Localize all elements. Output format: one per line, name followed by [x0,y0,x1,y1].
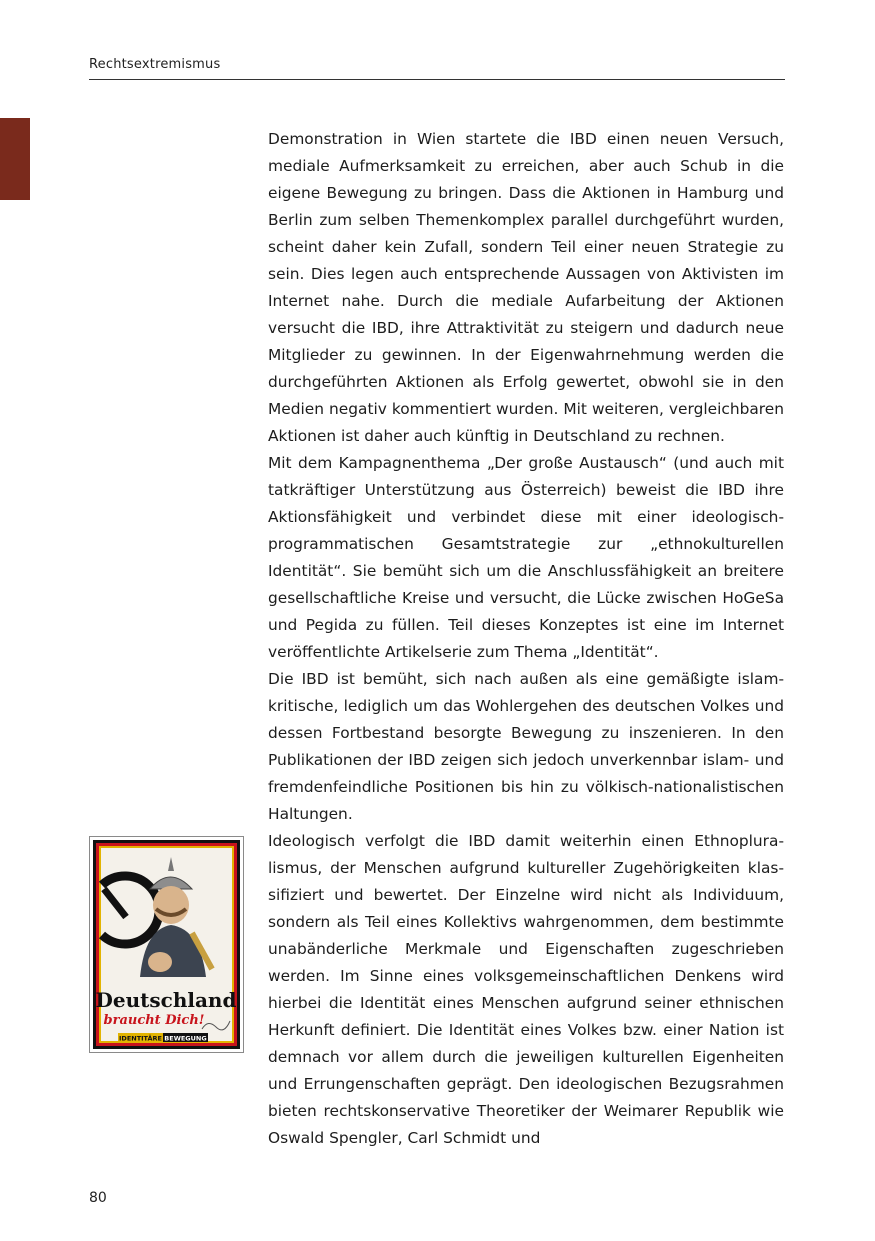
pointing-hand-icon [148,952,172,972]
face-icon [153,886,189,924]
running-header: Rechtsextremismus [89,57,221,72]
header-rule [89,79,785,80]
poster-headline: Deutschland [95,988,237,1012]
poster-footer-right: BEWEGUNG [164,1034,207,1043]
poster-footer-left: IDENTITÄRE [119,1034,162,1043]
paragraph-3: Die IBD ist bemüht, sich nach außen als eine gemäßigte islamkritische, lediglich um das Wohlergehen des deutschen Volkes und dessen Fortbestand besorgte Bewegung zu inszenieren. In den Publikationen der IBD zeigen sich jedoch unverkennbar islam- und fremdenfeindliche Positionen bis hin zu völkisch-nationalistischen Haltungen. [268,670,784,823]
paragraph-2: Mit dem Kampagnenthema „Der große Austausch“ (und auch mit tatkräftiger Unterstützung aus Österreich) beweist die IBD ihre Aktionsfähigkeit und verbindet diese mit einer ideologisch-programmatischen Gesamtstrategie zur „ethnokulturellen Identität“. Sie bemüht sich um die Anschlussfähigkeit an breitere gesellschaftliche Kreise und versucht, die Lücke zwischen HoGeSa und Pegida zu füllen. Teil dieses Konzeptes ist eine im Internet veröffentlichte Artikelserie zum Thema „Identität“. [268,454,784,661]
poster-illustration [90,837,243,1052]
paragraph-4: Ideologisch verfolgt die IBD damit weiterhin einen Ethnopluralismus, der Menschen aufgrund kultureller Zugehörigkeiten klassifiziert und bewertet. Der Einzelne wird nicht als Individuum, sondern als Teil eines Kollektivs wahrgenommen, dem bestimmte unabänderliche Merkmale und Eigenschaften zugeschrieben werden. Im Sinne eines volksgemeinschaftlichen Denkens wird hierbei die Identität eines Menschen aufgrund seiner ethnischen Herkunft definiert. Die Identität eines Volkes bzw. einer Nation ist demnach vor allem durch die jeweiligen kulturellen Eigenheiten und Errungenschaften geprägt. Den ideologischen Bezugsrahmen bieten rechtskonservative Theoretiker der Weimarer Republik wie Oswald Spengler, Carl Schmidt und [268,832,784,1147]
paragraph-1: Demonstration in Wien startete die IBD einen neuen Versuch, mediale Aufmerksamkeit zu erreichen, aber auch Schub in die eigene Bewegung zu bringen. Dass die Aktionen in Hamburg und Berlin zum selben Themenkomplex parallel durchgeführt wurden, scheint daher kein Zufall, sondern Teil einer neuen Strategie zu sein. Dies legen auch entsprechende Aussagen von Aktivisten im Internet nahe. Durch die mediale Aufarbeitung der Aktionen versucht die IBD, ihre Attraktivität zu steigern und dadurch neue Mitglieder zu gewinnen. In der Eigenwahrnehmung werden die durchgeführten Aktionen als Erfolg gewertet, obwohl sie in den Medien negativ kommentiert wurden. Mit weiteren, vergleichbaren Aktionen ist daher auch künftig in Deutschland zu rechnen. [268,130,784,445]
poster-subline: braucht Dich! [103,1013,205,1028]
chapter-side-tab [0,118,30,200]
page-number: 80 [89,1190,107,1206]
poster-figure [89,836,244,1053]
body-text [268,126,784,1152]
